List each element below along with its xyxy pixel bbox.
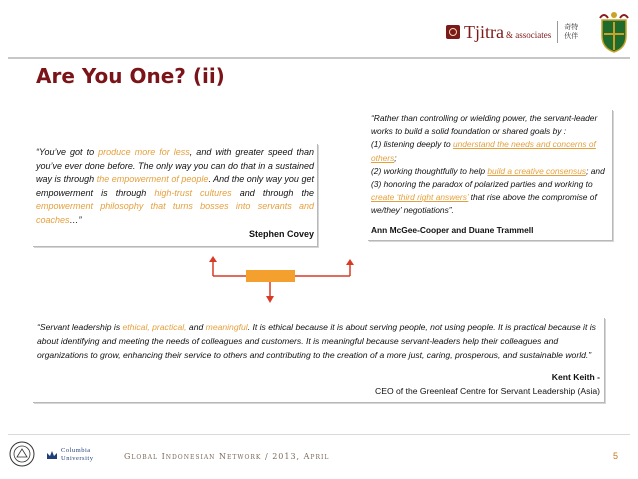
quote-box-keith (33, 318, 605, 403)
quote-highlight: build a creative consensus (487, 165, 587, 176)
quote-text-covey (36, 146, 314, 227)
quote-text: ; and (586, 165, 605, 176)
page-title: Are You One? (ii) (36, 64, 225, 88)
footer-text: Global Indonesian Network / 2013, April (124, 452, 330, 461)
quote-text: (2) working thoughtfully to help (371, 165, 488, 176)
brand-cjk-line2: 伙伴 (564, 32, 579, 40)
arrow-down-icon (266, 296, 274, 303)
arrow-up-left-icon (209, 256, 217, 262)
quote-highlight: the empowerment of people (96, 174, 209, 184)
crown-icon (46, 450, 58, 460)
quote-author-covey: Stephen Covey (248, 229, 314, 239)
quote-text: “Servant leadership is (37, 322, 123, 332)
quote-text: . It is ethical because it is about serving people, not using people. It is practical because it is about identifying and meeting the needs of colleagues and customers. It is meaningful because servant-leaders help their colleagues and organizations to grow, enhancing their service to others and contributing to the creation of a more just, caring, prosperous, and sustainable world.” (37, 322, 596, 360)
columbia-wordmark (61, 447, 93, 463)
quote-item-2 (371, 165, 609, 178)
quote-box-mcgee (368, 110, 613, 241)
quote-highlight: understand the needs and concerns of others (371, 139, 596, 163)
footer-divider (8, 434, 630, 435)
quote-text: and (186, 322, 206, 332)
quote-text: “You’ve got to (36, 147, 99, 157)
quote-text: …” (69, 214, 82, 225)
quote-highlight: meaningful (205, 322, 248, 332)
quote-highlight: high-trust cultures (154, 187, 232, 198)
columbia-logo (46, 442, 106, 468)
quote-text: (1) listening deeply to (371, 139, 453, 150)
quote-box-covey (33, 144, 318, 247)
quote-author-mcgee: Ann McGee-Cooper and Duane Trammell (371, 224, 534, 235)
quote-highlight: ethical, practical, (122, 322, 187, 332)
university-seal-icon (9, 441, 35, 467)
quote-item-3 (371, 178, 609, 218)
quote-author-keith: Kent Keith - (551, 372, 600, 382)
connector-center-block (246, 270, 295, 282)
quote-highlight: create ‘third right answers’ (371, 192, 469, 203)
quote-text: , and with greater speed than you’ve ever done before. The only way you can do that in a sustained way is through (36, 147, 315, 184)
quote-item-1 (371, 138, 609, 164)
quote-text: that rise above the compromise of we/they’ negotiations”. (371, 192, 597, 216)
quote-text: and through the (231, 187, 314, 198)
quote-intro-mcgee: “Rather than controlling or wielding power, the servant-leader works to build a solid foundation or shared goals by : (371, 113, 598, 137)
quote-highlight: produce more for less (98, 147, 190, 157)
columbia-line2: University (61, 455, 94, 462)
page-number: 5 (613, 451, 619, 461)
quote-text-keith (37, 320, 600, 362)
quote-highlight: empowerment philosophy that turns bosses into servants and coaches (36, 201, 314, 225)
quote-text: . And the only way you get empowerment is through (36, 174, 314, 198)
arrow-up-right-icon (346, 259, 354, 265)
brand-name: Tjitra (464, 21, 504, 42)
columbia-line1: Columbia (61, 447, 91, 454)
brand-suffix: & associates (505, 29, 552, 40)
brand-cjk-line1: 奇特 (564, 23, 579, 31)
quote-text: (3) honoring the paradox of polarized parties and working to (371, 179, 593, 190)
quote-author-org: CEO of the Greenleaf Centre for Servant Leadership (Asia) (375, 386, 600, 396)
quote-text: ; (394, 152, 397, 163)
